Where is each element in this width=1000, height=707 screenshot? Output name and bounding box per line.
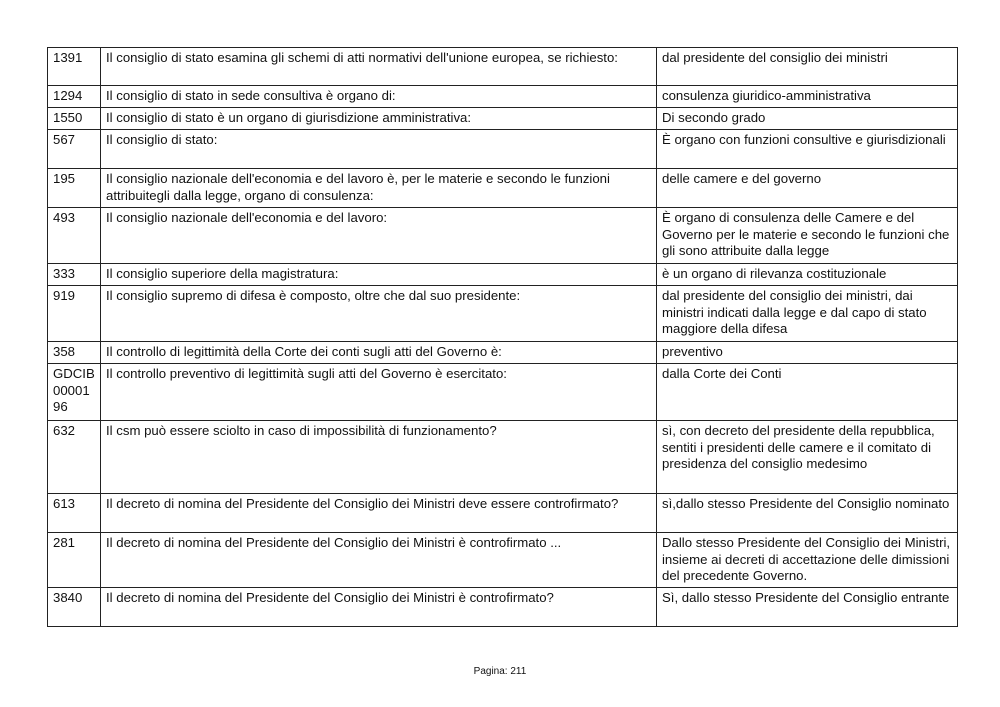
question-id: 613	[48, 494, 101, 533]
quiz-table	[47, 47, 958, 627]
table-row	[48, 86, 958, 108]
answer-text: è un organo di rilevanza costituzionale	[657, 264, 958, 286]
question-text: Il consiglio di stato esamina gli schemi di atti normativi dell'unione europea, se richiesto:	[101, 48, 657, 86]
table-row	[48, 364, 958, 421]
table-body	[48, 48, 958, 627]
answer-text: Di secondo grado	[657, 108, 958, 130]
answer-text: dal presidente del consiglio dei ministri, dai ministri indicati dalla legge e dal capo di stato maggiore della difesa	[657, 286, 958, 342]
answer-text: delle camere e del governo	[657, 169, 958, 208]
question-text: Il consiglio di stato è un organo di giurisdizione amministrativa:	[101, 108, 657, 130]
question-text: Il consiglio superiore della magistratura:	[101, 264, 657, 286]
answer-text: dalla Corte dei Conti	[657, 364, 958, 421]
question-id: 632	[48, 421, 101, 494]
table-row	[48, 208, 958, 264]
question-text: Il controllo di legittimità della Corte dei conti sugli atti del Governo è:	[101, 342, 657, 364]
question-id: 195	[48, 169, 101, 208]
question-text: Il consiglio nazionale dell'economia e del lavoro è, per le materie e secondo le funzioni attribuitegli dalla legge, organo di consulenza:	[101, 169, 657, 208]
question-id: 1550	[48, 108, 101, 130]
question-id: GDCIB0000196	[48, 364, 101, 421]
answer-text: dal presidente del consiglio dei ministri	[657, 48, 958, 86]
question-id: 281	[48, 533, 101, 588]
answer-text: Dallo stesso Presidente del Consiglio dei Ministri, insieme ai decreti di accettazione delle dimissioni del precedente Governo.	[657, 533, 958, 588]
question-id: 1294	[48, 86, 101, 108]
answer-text: sì, con decreto del presidente della repubblica, sentiti i presidenti delle camere e il comitato di presidenza del consiglio medesimo	[657, 421, 958, 494]
question-id: 567	[48, 130, 101, 169]
question-text: Il controllo preventivo di legittimità sugli atti del Governo è esercitato:	[101, 364, 657, 421]
question-text: Il consiglio di stato in sede consultiva è organo di:	[101, 86, 657, 108]
question-text: Il csm può essere sciolto in caso di impossibilità di funzionamento?	[101, 421, 657, 494]
table-row	[48, 286, 958, 342]
answer-text: È organo di consulenza delle Camere e del Governo per le materie e secondo le funzioni che gli sono attribuite dalla legge	[657, 208, 958, 264]
question-text: Il decreto di nomina del Presidente del Consiglio dei Ministri è controfirmato?	[101, 588, 657, 627]
question-id: 333	[48, 264, 101, 286]
table-row	[48, 494, 958, 533]
question-text: Il decreto di nomina del Presidente del Consiglio dei Ministri è controfirmato ...	[101, 533, 657, 588]
table-row	[48, 533, 958, 588]
question-text: Il decreto di nomina del Presidente del Consiglio dei Ministri deve essere controfirmato?	[101, 494, 657, 533]
question-text: Il consiglio di stato:	[101, 130, 657, 169]
question-text: Il consiglio nazionale dell'economia e del lavoro:	[101, 208, 657, 264]
question-id: 493	[48, 208, 101, 264]
table-row	[48, 169, 958, 208]
question-id: 919	[48, 286, 101, 342]
table-row	[48, 108, 958, 130]
table-row	[48, 264, 958, 286]
table-row	[48, 588, 958, 627]
table-row	[48, 130, 958, 169]
question-id: 3840	[48, 588, 101, 627]
question-id: 1391	[48, 48, 101, 86]
table-row	[48, 421, 958, 494]
page-number: Pagina: 211	[473, 666, 527, 677]
table-row	[48, 342, 958, 364]
answer-text: È organo con funzioni consultive e giurisdizionali	[657, 130, 958, 169]
question-id: 358	[48, 342, 101, 364]
answer-text: consulenza giuridico-amministrativa	[657, 86, 958, 108]
question-text: Il consiglio supremo di difesa è composto, oltre che dal suo presidente:	[101, 286, 657, 342]
answer-text: Sì, dallo stesso Presidente del Consiglio entrante	[657, 588, 958, 627]
answer-text: sì,dallo stesso Presidente del Consiglio nominato	[657, 494, 958, 533]
answer-text: preventivo	[657, 342, 958, 364]
table-row	[48, 48, 958, 86]
